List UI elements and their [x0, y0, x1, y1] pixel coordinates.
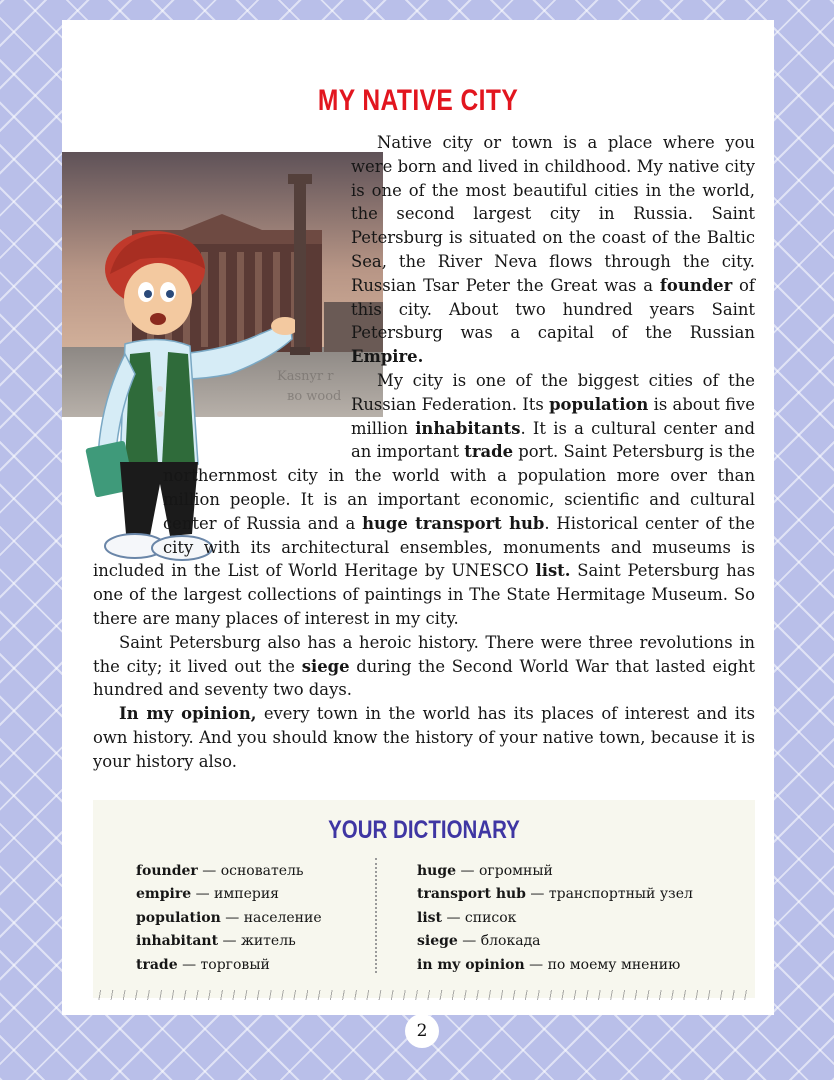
page-number: 2: [405, 1014, 439, 1048]
page-title: MY NATIVE CITY: [317, 84, 519, 117]
dictionary-right-column: [417, 860, 693, 977]
article-text: [93, 131, 755, 774]
dictionary-entry: [417, 883, 693, 906]
dictionary-meaning: житель: [240, 933, 296, 950]
dictionary-term: in my opinion: [417, 956, 525, 973]
text-run: . It is a cultural center and an important: [351, 418, 755, 462]
dictionary-term: list: [417, 909, 442, 926]
svg-text:во wood: во wood: [287, 389, 342, 404]
dictionary-bottom-edge: [93, 990, 755, 1000]
dictionary-term: inhabitant: [136, 933, 219, 950]
wrap-spacer: [93, 441, 163, 555]
bold-term: trade: [464, 442, 514, 462]
dictionary-meaning: торговый: [200, 956, 270, 973]
bold-term: founder: [659, 275, 733, 295]
text-run: Saint Petersburg also has a heroic history. There were three revolutions in the city; it lived out the: [93, 632, 755, 676]
dictionary-dash: —: [218, 933, 241, 950]
dictionary-meaning: транспортный узел: [548, 886, 693, 903]
dictionary-dash: —: [456, 863, 479, 879]
dictionary-dash: —: [524, 956, 548, 973]
dictionary-term: trade: [136, 956, 178, 973]
dictionary-entry: [417, 860, 693, 883]
dictionary-dash: —: [177, 956, 201, 973]
bold-term: In my opinion,: [119, 704, 257, 724]
dictionary-term: empire: [136, 886, 192, 903]
dictionary-entry: [136, 860, 322, 883]
dictionary-meaning: огромный: [478, 863, 553, 879]
dictionary-dash: —: [442, 909, 465, 926]
text-run: during the Second World War that lasted eight hundred and seventy two days.: [93, 656, 755, 700]
dictionary-left-column: [136, 860, 322, 977]
svg-text:Kasnyr r: Kasnyr r: [277, 369, 334, 384]
dictionary-dash: —: [220, 909, 244, 926]
dictionary-entry: [136, 907, 322, 930]
dictionary-meaning: основатель: [220, 863, 304, 879]
dictionary-meaning: список: [464, 909, 517, 926]
bold-term: population: [549, 394, 649, 414]
dictionary-box: [93, 800, 755, 998]
dictionary-entry: [417, 930, 693, 953]
dictionary-entry: [136, 954, 322, 977]
dictionary-entry: [136, 930, 322, 953]
dictionary-dash: —: [191, 886, 215, 903]
text-run: My city is one of the biggest cities of the Russian Federation. Its: [351, 370, 755, 414]
text-run: every town in the world has its places of interest and its own history. And you should know the history of your native town, because it is your history also.: [93, 704, 755, 771]
dictionary-divider: [375, 858, 377, 973]
wrap-spacer: [93, 131, 351, 441]
dictionary-meaning: население: [243, 909, 322, 926]
dictionary-entry: [417, 954, 693, 977]
dictionary-meaning: блокада: [480, 933, 541, 950]
dictionary-entry: [417, 907, 693, 930]
dictionary-meaning: империя: [214, 886, 279, 903]
bold-term: siege: [301, 656, 350, 676]
dictionary-term: transport hub: [417, 886, 526, 903]
bold-term: inhabitants: [415, 418, 521, 438]
bold-term: list.: [535, 561, 571, 581]
dictionary-term: siege: [417, 933, 458, 950]
dictionary-dash: —: [525, 886, 549, 903]
text-run: . Historical center of the city with its architectural ensembles, monuments and museums is included in the List of World Heritage by UNESCO: [93, 513, 755, 581]
dictionary-term: population: [136, 909, 221, 926]
text-run: of this city. About two hundred years Saint Petersburg was a capital of the Russian: [351, 275, 755, 343]
dictionary-dash: —: [197, 863, 221, 879]
dictionary-dash: —: [457, 933, 481, 950]
paragraph-4: [93, 702, 755, 773]
text-run: Native city or town is a place where you were born and lived in childhood. My native city is one of the most beautiful cities in the world, the second largest city in Russia. Saint Petersburg is situated on the coast of the Baltic Sea, the River Neva flows through the city. Russian Tsar Peter the Great was a: [351, 133, 755, 295]
text-run: Saint Petersburg has one of the largest collections of paintings in The State Hermitage Museum. So there are many places of interest in my city.: [93, 561, 755, 628]
dictionary-entry: [136, 883, 322, 906]
dictionary-term: huge: [417, 863, 457, 879]
bold-term: Empire.: [351, 347, 424, 367]
dictionary-term: founder: [136, 863, 198, 879]
dictionary-title: YOUR DICTIONARY: [328, 816, 520, 844]
bold-term: huge transport hub: [362, 513, 545, 533]
dictionary-meaning: по моему мнению: [547, 956, 681, 973]
text-run: port. Saint Petersburg is the northernmost city in the world with a population more over than million people. It is an important economic, scientific and cultural center of Russia and a: [163, 442, 755, 533]
paragraph-3: [93, 631, 755, 702]
text-run: is about five million: [351, 394, 755, 438]
